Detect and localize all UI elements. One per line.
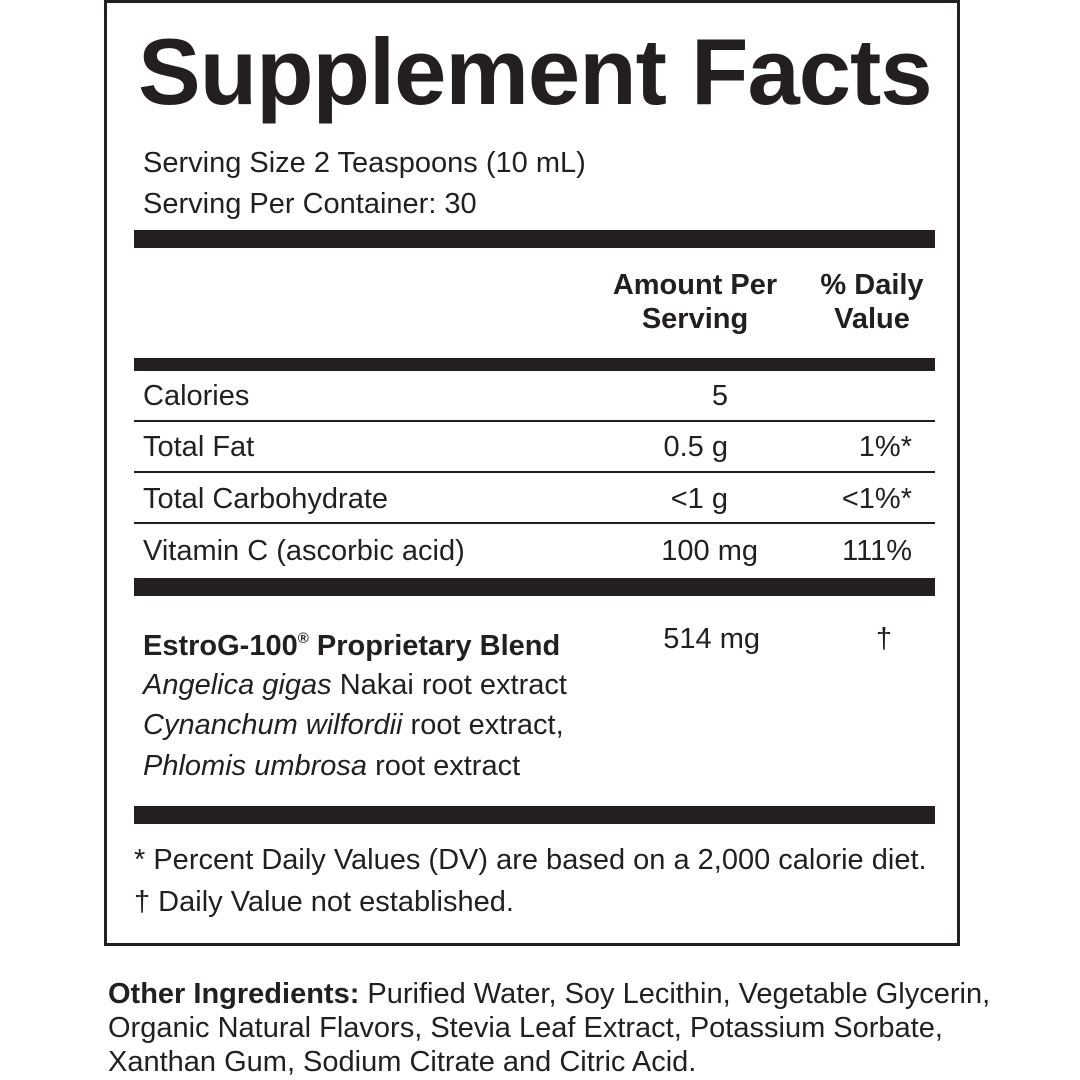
nutrient-amount: <1 g [670, 483, 728, 515]
nutrient-amount: 5 [711, 380, 728, 412]
dv-header-line1: % Daily [820, 269, 924, 301]
registered-mark: ® [297, 630, 309, 647]
blend-daily-value: † [875, 623, 892, 655]
blend-ingredient [143, 707, 564, 743]
ingredient-species: Phlomis umbrosa [143, 750, 368, 782]
footnote-dv-basis: * Percent Daily Values (DV) are based on a 2,000 calorie diet. [134, 844, 927, 876]
nutrient-label: Total Fat [143, 431, 255, 463]
nutrient-amount: 100 mg [661, 535, 758, 567]
blend-amount: 514 mg [663, 623, 760, 655]
amount-header-line2: Serving [641, 303, 749, 335]
divider-thick [134, 806, 935, 824]
divider-thick [134, 358, 935, 371]
daily-value-header [806, 268, 938, 336]
nutrient-label: Calories [143, 380, 250, 412]
nutrient-daily-value: 111% [842, 535, 912, 567]
blend-suffix: Proprietary Blend [308, 630, 561, 662]
divider-thick [134, 230, 935, 248]
nutrient-daily-value: 1%* [858, 431, 912, 463]
blend-ingredient [143, 748, 520, 784]
nutrient-amount: 0.5 g [663, 431, 728, 463]
footnote-not-established: † Daily Value not established. [134, 886, 514, 918]
other-ingredients-text: Purified Water, Soy Lecithin, Vegetable Glycerin, Organic Natural Flavors, Stevia Leaf Extract, Potassium Sorbate, Xanthan Gum, Sodium Citrate and Citric Acid. [108, 978, 991, 1078]
servings-per-container: Serving Per Container: 30 [143, 188, 477, 220]
ingredient-species: Angelica gigas [143, 669, 332, 701]
amount-header-line1: Amount Per [612, 269, 778, 301]
nutrient-daily-value: <1%* [841, 483, 912, 515]
other-ingredients-label: Other Ingredients: [108, 978, 360, 1010]
blend-brand: EstroG-100 [143, 630, 298, 662]
row-divider [134, 471, 935, 473]
ingredient-part: root extract, [402, 709, 564, 741]
supplement-facts-panel [104, 0, 960, 946]
panel-title: Supplement Facts [138, 19, 932, 124]
divider-thick [134, 578, 935, 596]
blend-ingredient [143, 667, 567, 703]
ingredient-part: root extract [367, 750, 521, 782]
other-ingredients [108, 977, 1008, 1079]
proprietary-blend-name [143, 621, 560, 664]
amount-per-serving-header [600, 268, 790, 336]
row-divider [134, 522, 935, 524]
serving-size: Serving Size 2 Teaspoons (10 mL) [143, 147, 586, 179]
dv-header-line2: Value [834, 303, 910, 335]
row-divider [134, 420, 935, 422]
ingredient-part: Nakai root extract [331, 669, 567, 701]
nutrient-label: Vitamin C (ascorbic acid) [143, 535, 465, 567]
ingredient-species: Cynanchum wilfordii [143, 709, 403, 741]
nutrient-label: Total Carbohydrate [143, 483, 389, 515]
